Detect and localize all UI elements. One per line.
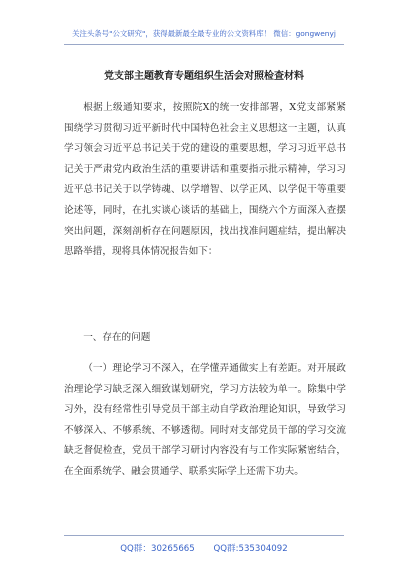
footer-qq-group-1: QQ群：30265665 (120, 544, 195, 554)
header-divider (64, 44, 344, 45)
intro-paragraph: 根据上级通知要求，按照院X的统一安排部署，X党支部紧紧围绕学习贯彻习近平新时代中国特色社会主义思想这一主题，认真学习领会习近平总书记关于党的建设的重要思想，学习习近平总书记关于严肃党内政治生活的重要讲话和重要指示批示精神，学习习近平总书记关于以学铸魂、以学增智、以学正风、以学促干等重要论述等，同时，在扎实谈心谈话的基础上，围绕六个方面深入查摆突出问题，深刻剖析存在问题原因，找出找准问题症结，提出解决思路举措，现将具体情况报告如下： (64, 102, 346, 258)
header-banner: 关注头条号"公文研究"，获得最新最全最专业的公文资料库！ 微信：gongwenyj (72, 29, 336, 38)
footer-qq-group-2: QQ群:535304092 (213, 544, 288, 554)
intro-paragraph-block (64, 98, 346, 263)
section-paragraph-block (64, 359, 346, 483)
footer-divider (64, 535, 344, 536)
document-title: 党支部主题教育专题组织生活会对照检查材料 (104, 71, 304, 82)
section-heading-block (64, 328, 346, 349)
section-heading: 一、存在的问题 (83, 332, 151, 343)
section-paragraph: （一）理论学习不深入，在学懂弄通做实上有差距。对开展政治理论学习缺乏深入细致谋划研究，学习方法较为单一。除集中学习外，没有经常性引导党员干部主动自学政治理论知识，导致学习不够深入、不够系统、不够透彻。同时对支部党员干部的学习交流缺乏督促检查，党员干部学习研讨内容没有与工作实际紧密结合，在全面系统学、融会贯通学、联系实际学上还需下功夫。 (64, 363, 346, 477)
footer-contacts (0, 542, 408, 554)
